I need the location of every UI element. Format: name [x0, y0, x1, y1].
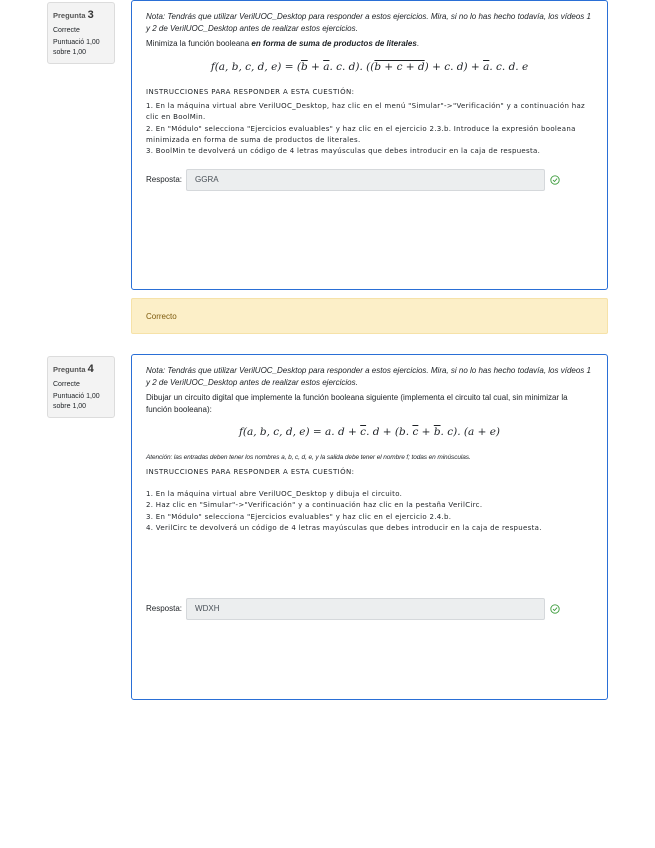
answer-row — [146, 598, 593, 620]
question-state: Correcte — [53, 26, 80, 34]
prompt-bold-text: en forma de suma de productos de literales — [251, 39, 417, 49]
question-prompt: Dibujar un circuito digital que implemente la función booleana siguiente (implementa el circuito tal cual, sin minimizar la función booleana): — [146, 393, 568, 414]
question-prompt — [146, 38, 593, 50]
question-3-info — [47, 2, 115, 64]
formula-part: ) + c. d) + — [424, 60, 484, 73]
formula-negated: $\overline{c}$ — [412, 426, 419, 439]
question-grade-line1: Puntuació 1,00 — [53, 393, 100, 401]
question-number-value: 3 — [87, 9, 94, 21]
instructions-heading: INSTRUCCIONES PARA RESPONDER A ESTA CUESTIÓN: — [146, 88, 355, 96]
nota-text: Nota: Tendrás que utilizar VerilUOC_Desktop para responder a estos ejercicios. Mira, si no lo has hecho todavía, los vídeos 1 y 2 de VerilUOC_Desktop antes de realizar estos ejercicios. — [146, 12, 591, 33]
instructions-heading: INSTRUCCIONES PARA RESPONDER A ESTA CUESTIÓN: — [146, 468, 355, 477]
formula-part: . d + (b. — [366, 426, 413, 439]
formula-part: . c. d). (( — [329, 60, 375, 73]
formula-negated: b + c + d — [374, 60, 425, 73]
instruction-line: 1. En la máquina virtual abre VerilUOC_Desktop y dibuja el circuito. — [146, 490, 403, 499]
formula-part: . c). (a + e) — [440, 426, 501, 439]
question-number — [53, 8, 109, 23]
answer-label: Resposta: — [146, 604, 183, 614]
prompt-text: Minimiza la función booleana — [146, 39, 252, 49]
question-label: Pregunta — [53, 365, 86, 374]
formula-part: . c. d. e — [489, 60, 529, 73]
prompt-end: . — [416, 39, 420, 49]
answer-label: Resposta: — [146, 175, 183, 185]
formula-part: + — [418, 426, 434, 439]
instruction-line: 3. En "Módulo" selecciona "Ejercicios evaluables" y haz clic en el ejercicio 2.4.b. — [146, 512, 452, 521]
formula-negated: $\overline{a}$ — [483, 60, 490, 73]
question-grade-line1: Puntuació 1,00 — [53, 39, 100, 47]
feedback-box — [131, 298, 608, 334]
question-grade-line2: sobre 1,00 — [53, 48, 87, 56]
check-circle-icon — [550, 175, 560, 185]
answer-input[interactable]: WDXH — [186, 598, 545, 620]
question-3-formulation — [131, 0, 608, 290]
question-4-formulation — [131, 354, 608, 700]
question-grade-line2: sobre 1,00 — [53, 402, 87, 410]
formula-negated: $\overline{c}$ — [360, 426, 367, 439]
instruction-line: 2. Haz clic en "Simular"->"Verificación" y a continuación haz clic en la pestaña VerilCirc. — [146, 501, 483, 510]
boolean-formula — [146, 425, 593, 440]
attention-note: Atención: las entradas deben tener los nombres a, b, c, d, e, y la salida debe tener el nombre f; todas en minúsculas. — [146, 453, 471, 461]
answer-input[interactable]: GGRA — [186, 169, 545, 191]
instruction-line: 2. En "Módulo" selecciona "Ejercicios evaluables" y haz clic en el ejercicio 2.3.b. Introduce la expresión booleana minimizada en forma de suma de productos de literales. — [146, 124, 576, 144]
question-number-value: 4 — [87, 363, 94, 375]
question-number — [53, 362, 109, 377]
check-circle-icon — [550, 604, 560, 614]
formula-part: f(a, b, c, d, e) = ( — [210, 60, 301, 73]
question-label: Pregunta — [53, 11, 86, 20]
formula-negated: $\overline{b}$ — [433, 426, 441, 439]
formula-part: + — [307, 60, 324, 73]
instruction-line: 1. En la máquina virtual abre VerilUOC_Desktop, haz clic en el menú "Simular"->"Verificación" y a continuación haz clic en BoolMin. — [146, 102, 586, 122]
question-state: Correcte — [53, 380, 80, 388]
formula-negated: $\overline{a}$ — [323, 60, 330, 73]
instruction-line: 3. BoolMin te devolverá un código de 4 letras mayúsculas que debes introducir en la caja de respuesta. — [146, 146, 541, 155]
feedback-text: Correcto — [146, 311, 177, 321]
formula-part: f(a, b, c, d, e) = a. d + — [238, 426, 361, 439]
formula-negated: $\overline{b}$ — [300, 60, 308, 73]
instruction-line: 4. VerilCirc te devolverá un código de 4 letras mayúsculas que debes introducir en la caja de respuesta. — [146, 523, 542, 532]
boolean-formula — [146, 60, 593, 75]
nota-text: Nota: Tendrás que utilizar VerilUOC_Desktop para responder a estos ejercicios. Mira, si no lo has hecho todavía, los vídeos 1 y 2 de VerilUOC_Desktop antes de realizar estos ejercicios. — [146, 366, 591, 387]
question-4-info — [47, 356, 115, 418]
answer-row — [146, 169, 593, 191]
